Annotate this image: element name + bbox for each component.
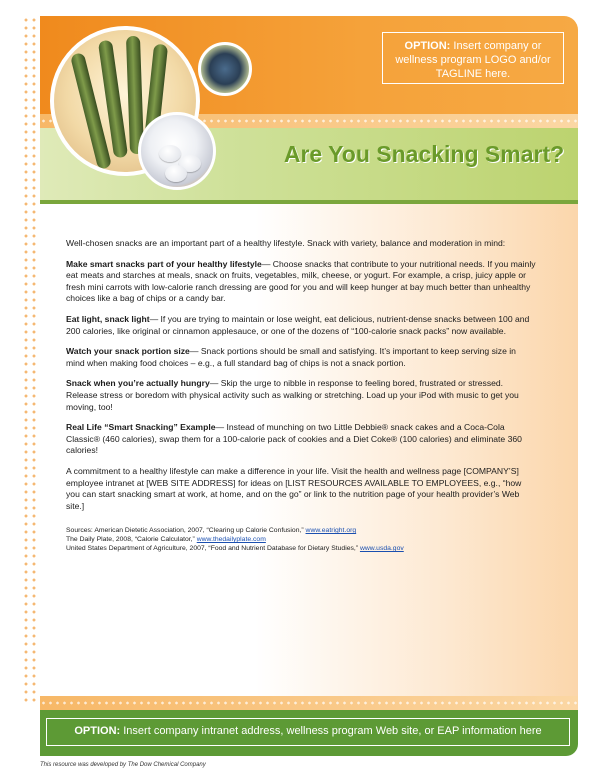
source-item bbox=[66, 535, 536, 544]
tip-text: — If you are trying to maintain or lose weight, eat delicious, nutrient-dense snacks between 100 and 200 calories, like original or cinnamon applesauce, or one of the dozens of “100-calorie snack packs” now available. bbox=[66, 313, 530, 336]
footer-option-label: OPTION: bbox=[74, 725, 121, 737]
footer-placeholder bbox=[46, 718, 570, 746]
tip-heading: Snack when you’re actually hungry bbox=[66, 378, 210, 389]
tip-text: — Instead of munching on two Little Debbie® snack cakes and a Coca-Cola Classic® (460 calories), swap them for a 100-calorie pack of cookies and a Diet Coke® (100 calories) and eliminate 360 calories! bbox=[66, 422, 522, 456]
footer-option-text: Insert company intranet address, wellness program Web site, or EAP information here bbox=[123, 725, 542, 737]
source-link[interactable]: www.usda.gov bbox=[359, 545, 404, 553]
credit-line: This resource was developed by The Dow Chemical Company bbox=[40, 762, 206, 768]
source-item bbox=[66, 544, 536, 553]
tip-paragraph bbox=[66, 346, 536, 369]
sources-list bbox=[66, 526, 536, 553]
decorative-dot-border bbox=[22, 16, 40, 706]
intro-paragraph: Well-chosen snacks are an important part of a healthy lifestyle. Snack with variety, balance and moderation in mind: bbox=[66, 238, 506, 248]
food-bowl-photo bbox=[198, 42, 252, 96]
tip-paragraph bbox=[66, 422, 536, 457]
tip-paragraph bbox=[66, 378, 536, 413]
tip-heading: Make smart snacks part of your healthy lifestyle bbox=[66, 258, 262, 269]
tip-heading: Watch your snack portion size bbox=[66, 346, 190, 357]
logo-option-text: Insert company or wellness program LOGO and/or TAGLINE here. bbox=[395, 40, 551, 80]
tip-text: — Snack portions should be small and satisfying. It’s important to keep serving size in mind when making food choices – e.g., a full standard bag of chips is not a snack portion. bbox=[66, 346, 516, 368]
source-item bbox=[66, 526, 536, 535]
source-text: Sources: American Dietetic Association, 2007, “Clearing up Calorie Confusion,” bbox=[66, 527, 306, 535]
logo-option-label: OPTION: bbox=[404, 40, 451, 52]
tip-heading: Real Life “Smart Snacking” Example bbox=[66, 422, 216, 433]
flyer bbox=[40, 16, 578, 756]
tip-paragraph bbox=[66, 259, 536, 305]
logo-placeholder bbox=[382, 32, 564, 84]
article-content bbox=[66, 238, 536, 553]
source-text: United States Department of Agriculture, 2007, “Food and Nutrient Database for Dietary Studies,” bbox=[66, 545, 360, 553]
tip-text: — Choose snacks that contribute to your nutritional needs. If you mainly eat meats and starches at meals, snack on fruits, vegetables, milk, cheese, or yogurt. For example, a crisp, juicy apple or fresh mini carrots with low-calorie ranch dressing are good for you and will keep hunger at bay much better than unhealthy choices like a bag of chips or a candy bar. bbox=[66, 258, 536, 304]
tip-paragraph bbox=[66, 314, 536, 337]
source-text: The Daily Plate, 2008, “Calorie Calculator,” bbox=[66, 536, 197, 544]
tip-text: — Skip the urge to nibble in response to feeling bored, frustrated or stressed. Release stress or boredom with physical activity such as walking or stretching. Load up your iPod with music to get you moving, too! bbox=[66, 378, 519, 412]
tip-heading: Eat light, snack light bbox=[66, 313, 150, 324]
eggs-photo bbox=[138, 112, 216, 190]
footer-band bbox=[40, 710, 578, 756]
source-link[interactable]: www.eatright.org bbox=[305, 527, 357, 535]
page-title: Are You Snacking Smart? bbox=[283, 141, 565, 167]
body-area bbox=[40, 204, 578, 696]
source-link[interactable]: www.thedailyplate.com bbox=[196, 536, 266, 544]
footer-dotted-strip bbox=[40, 696, 578, 710]
closing-paragraph: A commitment to a healthy lifestyle can make a difference in your life. Visit the health and wellness page [COMPANY’S] employee intranet at [WEB SITE ADDRESS] for ideas on [LIST RESOURCES AVAILABLE TO EMPLOYEES, e.g., “how you can start snacking smart at work, at home, and on the go” or link to the nutrition page of your health provider’s Web site.] bbox=[66, 465, 522, 511]
